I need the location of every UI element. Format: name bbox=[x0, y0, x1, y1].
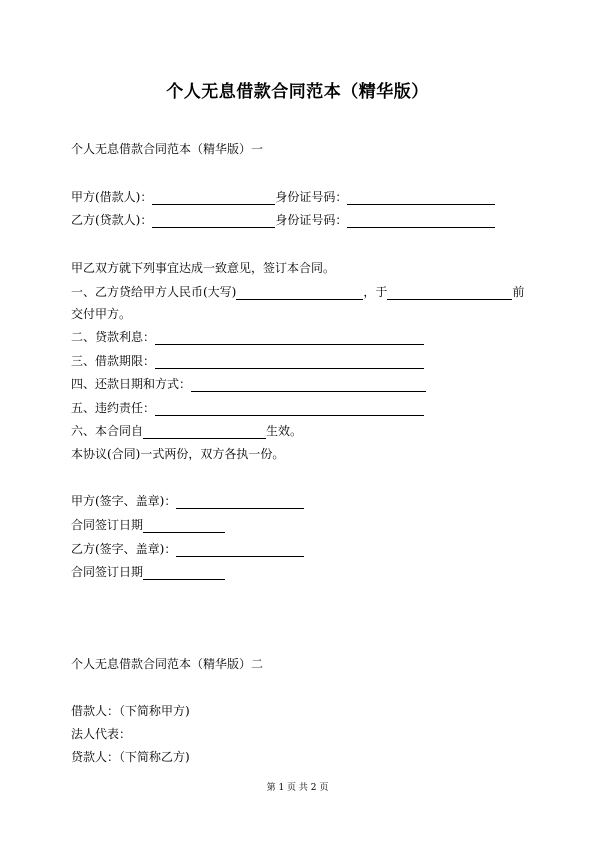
delivery-date-blank[interactable] bbox=[387, 287, 512, 300]
clause-5: 五、违约责任： bbox=[71, 400, 424, 416]
sign-date-b-row: 合同签订日期 bbox=[71, 564, 225, 580]
term-blank[interactable] bbox=[155, 356, 424, 369]
sign-a-blank[interactable] bbox=[176, 496, 304, 509]
repayment-blank[interactable] bbox=[191, 379, 426, 392]
clause-2: 二、贷款利息： bbox=[71, 329, 424, 345]
clause-1-continued: 交付甲方。 bbox=[71, 307, 132, 321]
effective-date-blank[interactable] bbox=[143, 426, 266, 439]
party-b-id-blank[interactable] bbox=[347, 215, 495, 228]
party-b-id-label: 身份证号码： bbox=[275, 213, 348, 227]
amount-blank[interactable] bbox=[236, 287, 363, 300]
interest-blank[interactable] bbox=[155, 332, 424, 345]
party-a-id-label: 身份证号码： bbox=[275, 190, 348, 204]
party-a-id-blank[interactable] bbox=[347, 192, 495, 205]
legal-rep-line: 法人代表： bbox=[71, 727, 132, 741]
sign-b-row: 乙方(签字、盖章)： bbox=[71, 541, 304, 557]
lender-line: 贷款人：（下简称乙方) bbox=[71, 750, 190, 764]
sign-date-a-blank[interactable] bbox=[143, 520, 225, 533]
clause-1: 一、乙方贷给甲方人民币(大写) ，于 前 bbox=[71, 285, 525, 299]
clause-4: 四、还款日期和方式： bbox=[71, 376, 426, 392]
document-title: 个人无息借款合同范本（精华版） bbox=[166, 82, 429, 102]
party-b-row bbox=[71, 212, 495, 228]
page-footer: 第 1 页 共 2 页 bbox=[266, 783, 329, 793]
breach-blank[interactable] bbox=[155, 403, 424, 416]
sign-b-blank[interactable] bbox=[176, 544, 304, 557]
sign-date-b-blank[interactable] bbox=[143, 567, 225, 580]
party-b-name-blank[interactable] bbox=[152, 215, 275, 228]
borrower-line: 借款人：（下简称甲方) bbox=[71, 704, 190, 718]
intro-text: 甲乙双方就下列事宜达成一致意见，签订本合同。 bbox=[71, 261, 336, 275]
clause-6: 六、本合同自 生效。 bbox=[71, 424, 303, 438]
copies-text: 本协议(合同)一式两份，双方各执一份。 bbox=[71, 447, 285, 461]
party-a-label: 甲方(借款人)： bbox=[71, 190, 153, 204]
clause-3: 三、借款期限： bbox=[71, 353, 424, 369]
party-a-row bbox=[71, 189, 495, 205]
sign-date-a-row: 合同签订日期 bbox=[71, 517, 225, 533]
section2-heading: 个人无息借款合同范本（精华版）二 bbox=[71, 657, 264, 671]
party-a-name-blank[interactable] bbox=[152, 192, 275, 205]
section1-heading: 个人无息借款合同范本（精华版）一 bbox=[71, 142, 264, 156]
sign-a-row: 甲方(签字、盖章)： bbox=[71, 493, 304, 509]
party-b-label: 乙方(贷款人)： bbox=[71, 213, 153, 227]
